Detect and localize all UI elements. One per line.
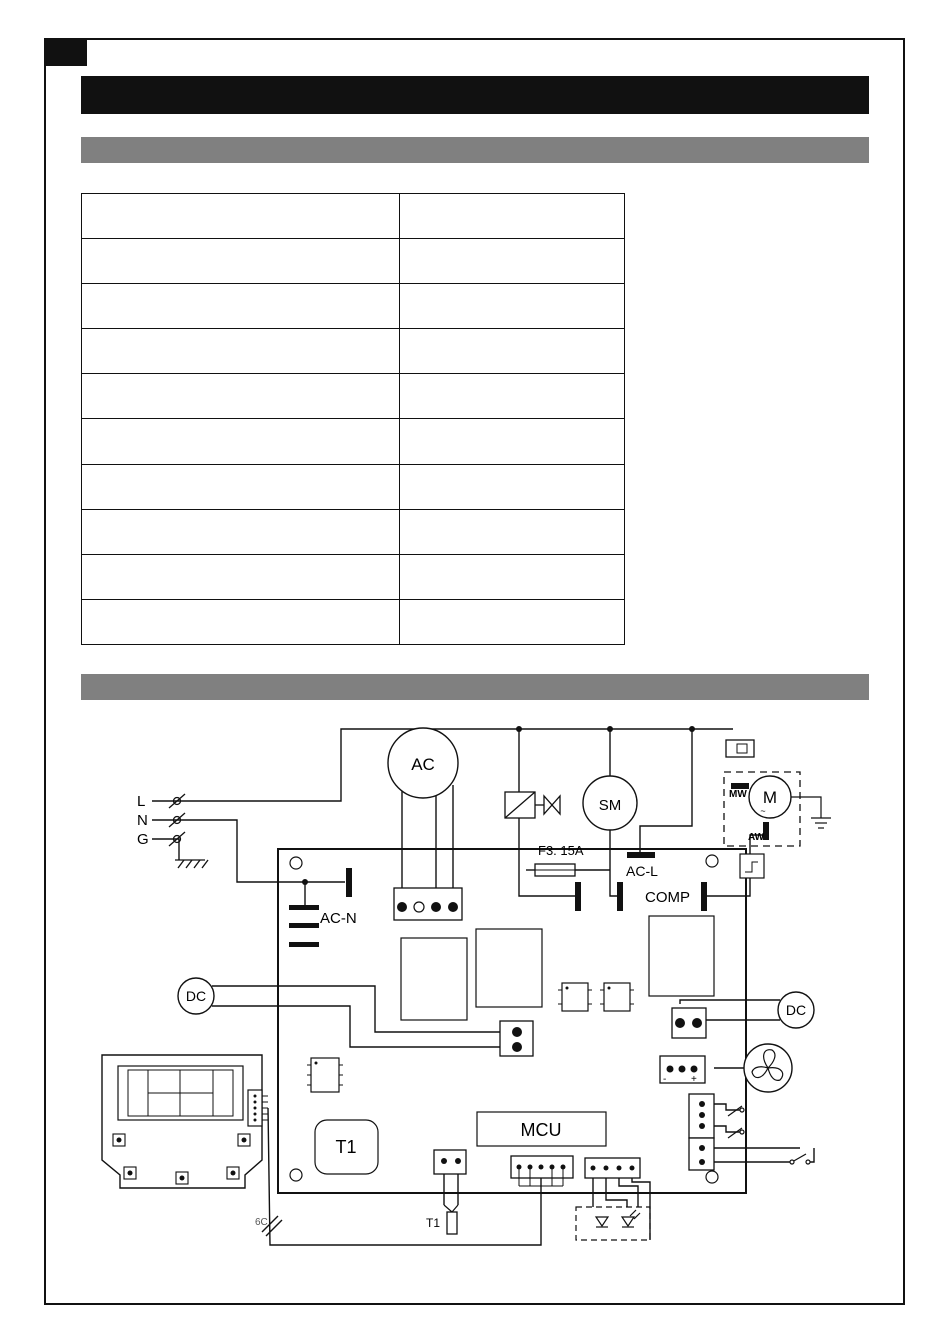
ac-l-label: AC-L bbox=[626, 863, 658, 879]
terminal-n-label: N bbox=[137, 812, 148, 829]
pump-ground-icon bbox=[811, 818, 831, 828]
switch-connector-2 bbox=[689, 1138, 714, 1170]
svg-text:+: + bbox=[691, 1074, 697, 1085]
float-switch-icons bbox=[728, 1106, 810, 1164]
comp-terminal bbox=[701, 882, 707, 911]
aw-label: AW bbox=[748, 832, 765, 843]
pump-motor-label: M bbox=[762, 788, 778, 807]
comp-label: COMP bbox=[645, 889, 690, 906]
capacitor-icon bbox=[289, 905, 319, 947]
mw-label: MW bbox=[729, 789, 747, 800]
led-board bbox=[576, 1207, 650, 1240]
led-icons bbox=[596, 1210, 640, 1227]
relay-block-1 bbox=[401, 938, 467, 1020]
ground-icon bbox=[175, 860, 208, 868]
ac-n-label: AC-N bbox=[320, 910, 357, 927]
cable-label: 6C bbox=[255, 1217, 268, 1228]
valve-terminal bbox=[575, 882, 581, 911]
pump-motor-assembly bbox=[724, 740, 831, 878]
transformer-label: T1 bbox=[335, 1137, 357, 1157]
temperature-sensor-icon bbox=[447, 1212, 457, 1234]
float-switch-top-icon bbox=[726, 740, 754, 757]
ac-n-terminal bbox=[346, 868, 352, 897]
mains-terminals bbox=[137, 793, 208, 868]
swing-motor-label: SM bbox=[598, 797, 622, 814]
sensor-label: T1 bbox=[426, 1216, 441, 1230]
swing-terminal bbox=[617, 882, 623, 911]
terminal-l-label: L bbox=[137, 793, 146, 810]
dc-left-label: DC bbox=[185, 988, 207, 1004]
sensor-connector bbox=[434, 1150, 466, 1174]
fuse-label: F3. 15A bbox=[538, 843, 584, 858]
dc-right-label: DC bbox=[785, 1002, 807, 1018]
svg-text:~: ~ bbox=[760, 806, 766, 816]
fan-icon bbox=[744, 1044, 792, 1092]
ac-motor-label: AC bbox=[411, 755, 435, 774]
terminal-g-label: G bbox=[137, 831, 149, 848]
display-board bbox=[102, 1055, 268, 1188]
relay-block-2 bbox=[476, 929, 542, 1007]
valve-symbol-icon bbox=[535, 796, 560, 814]
mcu-label: MCU bbox=[520, 1120, 562, 1140]
ac-l-terminal bbox=[627, 852, 655, 858]
svg-text:-: - bbox=[663, 1074, 667, 1085]
relay-block-3 bbox=[649, 916, 714, 996]
neutral-wire bbox=[152, 820, 345, 882]
